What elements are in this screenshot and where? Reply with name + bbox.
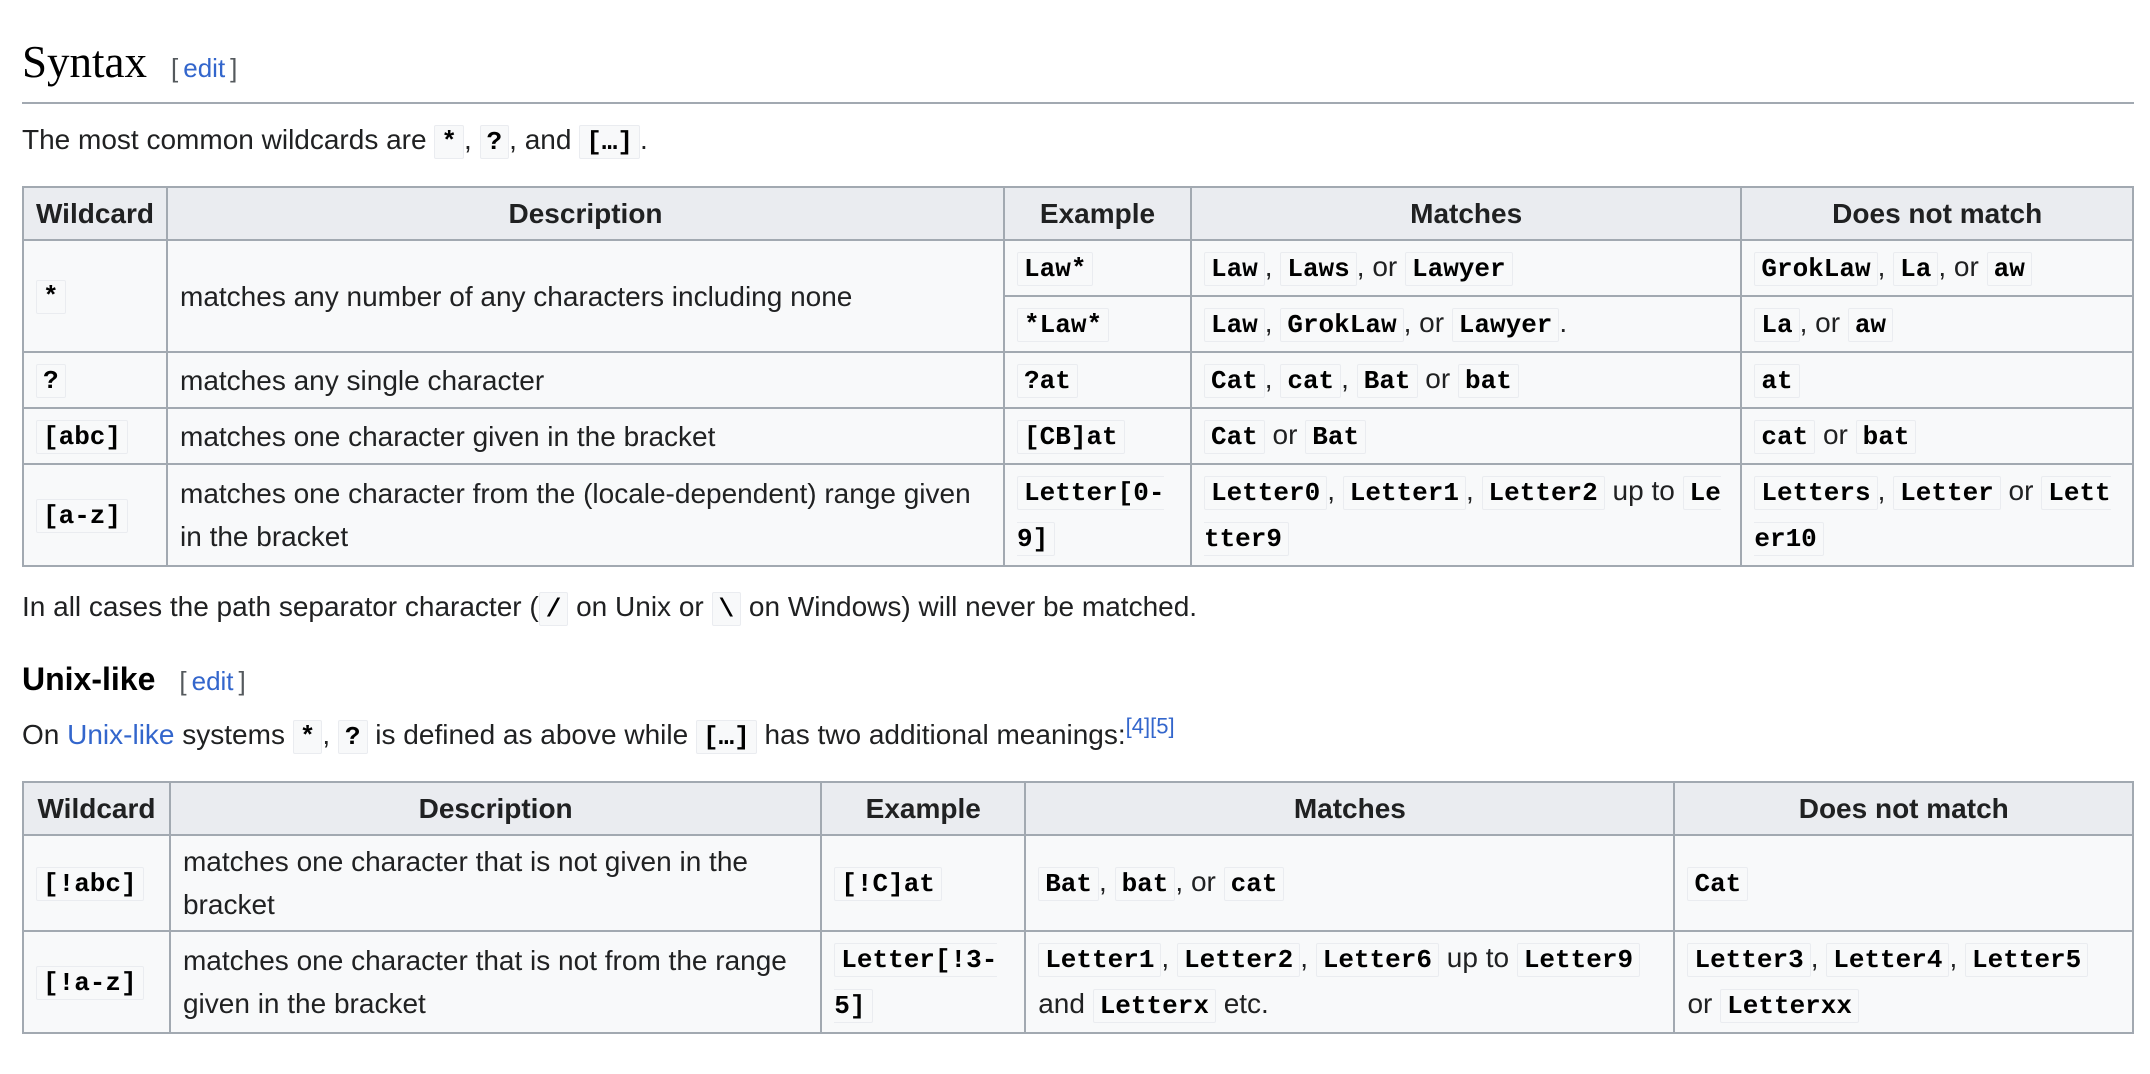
unix-intro bbox=[22, 713, 2134, 759]
cell-description: matches any single character bbox=[167, 352, 1004, 408]
cell-example bbox=[1004, 464, 1191, 566]
table-row bbox=[23, 240, 2133, 296]
example-code: Law* bbox=[1017, 252, 1093, 286]
table-row bbox=[23, 835, 2133, 931]
nomatch-code: Letter bbox=[1893, 476, 2001, 510]
reference-superscript bbox=[1126, 714, 1175, 739]
nomatch-sep: , or bbox=[1799, 307, 1848, 338]
match-sep: . bbox=[1559, 307, 1568, 338]
nomatch-code: Letterxx bbox=[1720, 989, 1859, 1023]
cell-matches bbox=[1191, 296, 1741, 352]
nomatch-code: Letter5 bbox=[1965, 943, 2088, 977]
match-sep: , bbox=[1465, 475, 1482, 506]
nomatch-code: at bbox=[1754, 364, 1799, 398]
match-sep: , or bbox=[1356, 251, 1405, 282]
cell-description: matches one character given in the bracket bbox=[167, 408, 1004, 464]
intro-sep: , and bbox=[509, 124, 580, 155]
cell-does-not-match bbox=[1741, 408, 2133, 464]
match-code: Cat bbox=[1204, 420, 1265, 454]
match-code: Letter1 bbox=[1038, 943, 1161, 977]
header-does-not-match: Does not match bbox=[1741, 187, 2133, 240]
cell-example bbox=[1004, 408, 1191, 464]
match-code: Law bbox=[1204, 252, 1265, 286]
note-text: on Unix or bbox=[568, 591, 712, 622]
cell-description: matches one character from the (locale-dependent) range given in the bracket bbox=[167, 464, 1004, 566]
header-matches: Matches bbox=[1025, 782, 1674, 835]
cell-does-not-match bbox=[1674, 931, 2133, 1033]
nomatch-code: Letter4 bbox=[1826, 943, 1949, 977]
intro-text: systems bbox=[174, 719, 293, 750]
unix-edit-section: [ edit ] bbox=[179, 666, 246, 696]
cell-example bbox=[1004, 240, 1191, 296]
reference-link-4[interactable]: [4] bbox=[1125, 713, 1151, 739]
header-matches: Matches bbox=[1191, 187, 1741, 240]
wildcard-table bbox=[22, 186, 2134, 567]
match-code: Letter1 bbox=[1343, 476, 1466, 510]
cell-example bbox=[821, 931, 1025, 1033]
cell-wildcard bbox=[23, 352, 167, 408]
cell-matches bbox=[1025, 931, 1674, 1033]
match-code: Letter9 bbox=[1517, 943, 1640, 977]
table-header-row bbox=[23, 187, 2133, 240]
match-sep: or bbox=[1417, 363, 1458, 394]
match-sep: , bbox=[1161, 942, 1177, 973]
nomatch-code: cat bbox=[1754, 420, 1815, 454]
header-example: Example bbox=[1004, 187, 1191, 240]
intro-sep: , bbox=[463, 124, 480, 155]
match-code: Law bbox=[1204, 308, 1265, 342]
wildcard-code: * bbox=[36, 280, 66, 314]
cell-example bbox=[1004, 352, 1191, 408]
match-sep: up to bbox=[1438, 942, 1517, 973]
unix-like-heading bbox=[22, 657, 2134, 703]
wildcard-code: ? bbox=[36, 364, 66, 398]
nomatch-sep: , bbox=[1877, 251, 1894, 282]
nomatch-code: Cat bbox=[1687, 867, 1748, 901]
match-code: Laws bbox=[1280, 252, 1356, 286]
match-code: Letter2 bbox=[1482, 476, 1605, 510]
match-code: bat bbox=[1458, 364, 1519, 398]
cell-does-not-match bbox=[1741, 296, 2133, 352]
match-sep: , or bbox=[1175, 866, 1224, 897]
cell-example bbox=[1004, 296, 1191, 352]
unix-wildcard-table bbox=[22, 781, 2134, 1034]
cell-wildcard bbox=[23, 931, 170, 1033]
header-wildcard: Wildcard bbox=[23, 782, 170, 835]
syntax-edit-link[interactable]: edit bbox=[183, 53, 226, 83]
match-code: Letter2 bbox=[1177, 943, 1300, 977]
example-code: [!C]at bbox=[834, 867, 942, 901]
syntax-edit-section: [ edit ] bbox=[171, 53, 238, 83]
match-sep: , bbox=[1327, 475, 1343, 506]
example-code: Letter[!3-5] bbox=[834, 945, 998, 1021]
cell-matches bbox=[1191, 408, 1741, 464]
unix-like-link[interactable]: Unix-like bbox=[67, 719, 175, 750]
header-description: Description bbox=[167, 187, 1004, 240]
code-asterisk: * bbox=[434, 125, 464, 159]
match-code: Letterx bbox=[1093, 989, 1216, 1023]
match-sep: etc. bbox=[1215, 988, 1269, 1019]
cell-wildcard bbox=[23, 464, 167, 566]
intro-text: is defined as above while bbox=[367, 719, 696, 750]
nomatch-code: bat bbox=[1856, 420, 1917, 454]
unix-like-heading-title: Unix-like bbox=[22, 661, 156, 697]
code-backslash: \ bbox=[712, 592, 742, 626]
match-code: cat bbox=[1224, 867, 1285, 901]
nomatch-code: La bbox=[1893, 252, 1938, 286]
nomatch-code: aw bbox=[1987, 252, 2032, 286]
nomatch-sep: or bbox=[1815, 419, 1856, 450]
cell-matches bbox=[1025, 835, 1674, 931]
match-code: Lawyer bbox=[1452, 308, 1560, 342]
match-sep: , bbox=[1099, 866, 1115, 897]
nomatch-sep: or bbox=[2000, 475, 2042, 506]
match-code: cat bbox=[1280, 364, 1341, 398]
cell-matches bbox=[1191, 464, 1741, 566]
match-code: Letter9 bbox=[1203, 478, 1721, 554]
table-row bbox=[23, 464, 2133, 566]
article-body bbox=[22, 0, 2134, 1034]
code-question: ? bbox=[480, 125, 510, 159]
syntax-intro bbox=[22, 118, 2134, 164]
code-question: ? bbox=[338, 720, 368, 754]
syntax-heading bbox=[22, 36, 2134, 104]
cell-does-not-match bbox=[1741, 352, 2133, 408]
example-code: Letter[0-9] bbox=[1017, 478, 1165, 554]
match-code: bat bbox=[1115, 867, 1176, 901]
match-code: GrokLaw bbox=[1280, 308, 1403, 342]
match-code: Bat bbox=[1305, 420, 1366, 454]
example-code: [CB]at bbox=[1017, 420, 1125, 454]
nomatch-code: Letter10 bbox=[1754, 478, 2111, 554]
code-brackets: […] bbox=[696, 720, 757, 754]
cell-wildcard bbox=[23, 240, 167, 352]
intro-text: has two additional meanings: bbox=[756, 719, 1126, 750]
intro-text: On bbox=[22, 719, 68, 750]
path-separator-note bbox=[22, 585, 2134, 631]
match-code: Lawyer bbox=[1405, 252, 1513, 286]
cell-wildcard bbox=[23, 408, 167, 464]
cell-does-not-match bbox=[1741, 464, 2133, 566]
example-code: *Law* bbox=[1017, 308, 1109, 342]
header-wildcard: Wildcard bbox=[23, 187, 167, 240]
match-code: Bat bbox=[1357, 364, 1418, 398]
cell-description: matches one character that is not from the range given in the bracket bbox=[170, 931, 821, 1033]
match-sep: , bbox=[1264, 251, 1281, 282]
wildcard-code: [!a-z] bbox=[36, 966, 144, 1000]
match-sep: and bbox=[1038, 988, 1093, 1019]
header-example: Example bbox=[821, 782, 1025, 835]
syntax-heading-title: Syntax bbox=[22, 37, 148, 87]
table-row bbox=[23, 352, 2133, 408]
note-text: In all cases the path separator character ( bbox=[22, 591, 539, 622]
cell-description: matches one character that is not given in the bracket bbox=[170, 835, 821, 931]
cell-does-not-match bbox=[1674, 835, 2133, 931]
match-code: Letter6 bbox=[1316, 943, 1439, 977]
cell-matches bbox=[1191, 352, 1741, 408]
nomatch-sep: , or bbox=[1938, 251, 1987, 282]
match-code: Letter0 bbox=[1204, 476, 1327, 510]
match-sep: , bbox=[1341, 363, 1357, 394]
cell-matches bbox=[1191, 240, 1741, 296]
match-sep: or bbox=[1264, 419, 1306, 450]
wildcard-code: [a-z] bbox=[36, 499, 128, 533]
match-sep: , or bbox=[1403, 307, 1452, 338]
cell-wildcard bbox=[23, 835, 170, 931]
cell-description: matches any number of any characters including none bbox=[167, 240, 1004, 352]
nomatch-code: GrokLaw bbox=[1754, 252, 1877, 286]
code-asterisk: * bbox=[293, 720, 323, 754]
nomatch-sep: or bbox=[1687, 988, 1721, 1019]
reference-link-5[interactable]: [5] bbox=[1150, 713, 1175, 739]
table-row bbox=[23, 408, 2133, 464]
intro-text: . bbox=[640, 124, 648, 155]
table-row bbox=[23, 931, 2133, 1033]
match-sep: up to bbox=[1604, 475, 1683, 506]
header-description: Description bbox=[170, 782, 821, 835]
cell-example bbox=[821, 835, 1025, 931]
table-header-row bbox=[23, 782, 2133, 835]
note-text: on Windows) will never be matched. bbox=[741, 591, 1198, 622]
example-code: ?at bbox=[1017, 364, 1078, 398]
nomatch-code: Letter3 bbox=[1687, 943, 1810, 977]
nomatch-sep: , bbox=[1877, 475, 1894, 506]
intro-text: The most common wildcards are bbox=[22, 124, 435, 155]
code-brackets: […] bbox=[579, 125, 640, 159]
nomatch-code: aw bbox=[1848, 308, 1893, 342]
wildcard-code: [!abc] bbox=[36, 867, 144, 901]
nomatch-code: Letters bbox=[1754, 476, 1877, 510]
unix-edit-link[interactable]: edit bbox=[191, 666, 234, 696]
match-code: Cat bbox=[1204, 364, 1265, 398]
header-does-not-match: Does not match bbox=[1674, 782, 2133, 835]
wildcard-code: [abc] bbox=[36, 420, 128, 454]
nomatch-sep: , bbox=[1949, 942, 1966, 973]
nomatch-sep: , bbox=[1810, 942, 1827, 973]
cell-does-not-match bbox=[1741, 240, 2133, 296]
nomatch-code: La bbox=[1754, 308, 1799, 342]
match-sep: , bbox=[1264, 363, 1281, 394]
match-sep: , bbox=[1264, 307, 1281, 338]
match-sep: , bbox=[1300, 942, 1316, 973]
intro-sep: , bbox=[322, 719, 338, 750]
match-code: Bat bbox=[1038, 867, 1099, 901]
code-slash: / bbox=[539, 592, 569, 626]
